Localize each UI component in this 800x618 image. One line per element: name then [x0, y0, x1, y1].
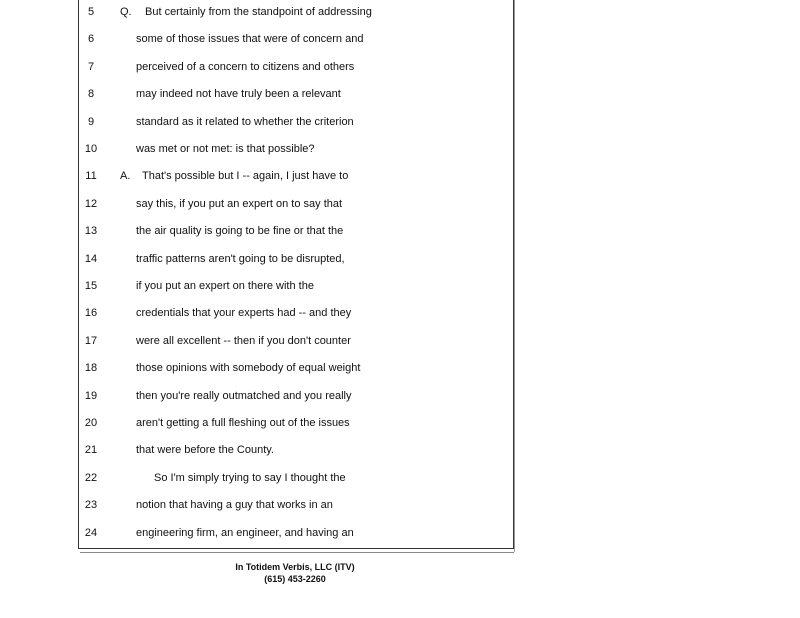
transcript-line-text: notion that having a guy that works in an	[136, 499, 333, 511]
transcript-line-text: engineering firm, an engineer, and having an	[136, 527, 354, 539]
line-number: 23	[84, 499, 98, 511]
transcript-line-text: But certainly from the standpoint of addressing	[145, 6, 372, 18]
line-number: 24	[84, 527, 98, 539]
page-bottom-edge	[80, 552, 514, 553]
line-number: 13	[84, 225, 98, 237]
line-number: 20	[84, 417, 98, 429]
footer-phone: (615) 453-2260	[264, 574, 326, 584]
line-number: 6	[87, 33, 95, 45]
page-right-edge	[514, 0, 515, 552]
line-number: 21	[84, 444, 98, 456]
line-number: 11	[85, 170, 97, 182]
line-number: 17	[84, 335, 98, 347]
transcript-line-text: That's possible but I -- again, I just have to	[142, 170, 349, 182]
line-number: 5	[87, 6, 95, 18]
transcript-line-text: that were before the County.	[136, 444, 274, 456]
qa-marker: Q.	[120, 6, 132, 18]
transcript-line-text: were all excellent -- then if you don't counter	[136, 335, 351, 347]
transcript-line-text: if you put an expert on there with the	[136, 280, 314, 292]
line-number: 19	[84, 390, 98, 402]
transcript-page-frame	[78, 0, 514, 549]
line-number: 12	[84, 198, 98, 210]
transcript-line-text: some of those issues that were of concern and	[136, 33, 364, 45]
transcript-line-text: traffic patterns aren't going to be disrupted,	[136, 253, 345, 265]
transcript-line-text: was met or not met: is that possible?	[136, 143, 315, 155]
transcript-line-text: perceived of a concern to citizens and others	[136, 61, 355, 73]
qa-marker: A.	[120, 170, 131, 182]
transcript-line-text: aren't getting a full fleshing out of the issues	[136, 417, 350, 429]
transcript-line-text: standard as it related to whether the criterion	[136, 116, 354, 128]
transcript-line-text: credentials that your experts had -- and they	[136, 307, 352, 319]
transcript-line-text: the air quality is going to be fine or that the	[136, 225, 344, 237]
line-number: 16	[84, 307, 98, 319]
line-number: 8	[87, 88, 95, 100]
line-number: 14	[84, 253, 98, 265]
line-number: 10	[84, 143, 98, 155]
line-number: 9	[87, 116, 95, 128]
footer-company: In Totidem Verbis, LLC (ITV)	[235, 562, 355, 572]
transcript-line-text: say this, if you put an expert on to say that	[136, 198, 343, 210]
line-number: 18	[84, 362, 98, 374]
transcript-line-text: may indeed not have truly been a relevant	[136, 88, 341, 100]
line-number: 15	[84, 280, 98, 292]
line-number: 22	[84, 472, 98, 484]
transcript-line-text: So I'm simply trying to say I thought the	[154, 472, 346, 484]
transcript-line-text: then you're really outmatched and you really	[136, 390, 352, 402]
line-number: 7	[87, 61, 95, 73]
transcript-line-text: those opinions with somebody of equal weight	[136, 362, 361, 374]
